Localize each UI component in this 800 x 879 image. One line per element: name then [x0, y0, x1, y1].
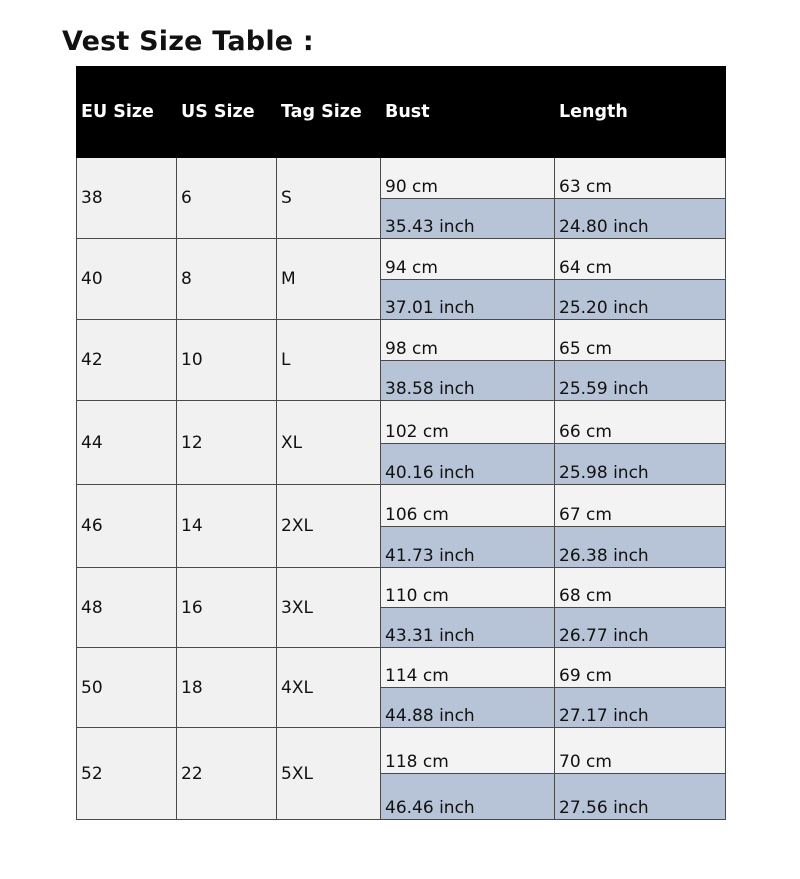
tag-size-cell: L [277, 320, 381, 401]
table-body [77, 158, 726, 820]
length-inch-cell: 25.59 inch [555, 361, 726, 401]
bust-inch-cell: 35.43 inch [381, 199, 555, 239]
eu-size-cell: 38 [77, 158, 177, 239]
length-inch-cell: 27.17 inch [555, 688, 726, 728]
length-cm-cell: 65 cm [555, 320, 726, 361]
eu-size-cell: 44 [77, 401, 177, 485]
tag-size-cell: S [277, 158, 381, 239]
length-inch-cell: 24.80 inch [555, 199, 726, 239]
bust-inch-cell: 44.88 inch [381, 688, 555, 728]
length-cm-cell: 66 cm [555, 401, 726, 444]
bust-inch-cell: 38.58 inch [381, 361, 555, 401]
us-size-cell: 18 [177, 648, 277, 728]
length-inch-cell: 27.56 inch [555, 774, 726, 820]
tag-size-cell: 2XL [277, 485, 381, 568]
length-inch-cell: 25.20 inch [555, 280, 726, 320]
bust-cm-cell: 110 cm [381, 568, 555, 608]
bust-inch-cell: 37.01 inch [381, 280, 555, 320]
tag-size-cell: XL [277, 401, 381, 485]
bust-inch-cell: 41.73 inch [381, 527, 555, 568]
bust-cm-cell: 102 cm [381, 401, 555, 444]
header-us-size: US Size [177, 67, 277, 158]
us-size-cell: 8 [177, 239, 277, 320]
bust-cm-cell: 118 cm [381, 728, 555, 774]
us-size-cell: 16 [177, 568, 277, 648]
tag-size-cell: 5XL [277, 728, 381, 820]
length-cm-cell: 68 cm [555, 568, 726, 608]
length-cm-cell: 67 cm [555, 485, 726, 527]
table-row [77, 728, 726, 774]
table-row [77, 568, 726, 608]
us-size-cell: 22 [177, 728, 277, 820]
table-row [77, 401, 726, 444]
bust-inch-cell: 46.46 inch [381, 774, 555, 820]
length-cm-cell: 64 cm [555, 239, 726, 280]
table-row [77, 648, 726, 688]
table-row [77, 239, 726, 280]
us-size-cell: 12 [177, 401, 277, 485]
eu-size-cell: 52 [77, 728, 177, 820]
us-size-cell: 10 [177, 320, 277, 401]
size-table [76, 66, 726, 820]
length-cm-cell: 70 cm [555, 728, 726, 774]
table-row [77, 485, 726, 527]
bust-cm-cell: 98 cm [381, 320, 555, 361]
header-row [77, 67, 726, 158]
bust-cm-cell: 106 cm [381, 485, 555, 527]
table-row [77, 158, 726, 199]
bust-inch-cell: 43.31 inch [381, 608, 555, 648]
header-eu-size: EU Size [77, 67, 177, 158]
length-inch-cell: 26.38 inch [555, 527, 726, 568]
bust-inch-cell: 40.16 inch [381, 444, 555, 485]
tag-size-cell: 3XL [277, 568, 381, 648]
length-cm-cell: 69 cm [555, 648, 726, 688]
table-row [77, 320, 726, 361]
length-inch-cell: 26.77 inch [555, 608, 726, 648]
eu-size-cell: 40 [77, 239, 177, 320]
tag-size-cell: 4XL [277, 648, 381, 728]
eu-size-cell: 50 [77, 648, 177, 728]
us-size-cell: 14 [177, 485, 277, 568]
bust-cm-cell: 94 cm [381, 239, 555, 280]
eu-size-cell: 42 [77, 320, 177, 401]
us-size-cell: 6 [177, 158, 277, 239]
length-inch-cell: 25.98 inch [555, 444, 726, 485]
page-title: Vest Size Table : [62, 26, 314, 57]
eu-size-cell: 48 [77, 568, 177, 648]
bust-cm-cell: 114 cm [381, 648, 555, 688]
header-length: Length [555, 67, 726, 158]
eu-size-cell: 46 [77, 485, 177, 568]
bust-cm-cell: 90 cm [381, 158, 555, 199]
header-tag-size: Tag Size [277, 67, 381, 158]
tag-size-cell: M [277, 239, 381, 320]
length-cm-cell: 63 cm [555, 158, 726, 199]
header-bust: Bust [381, 67, 555, 158]
